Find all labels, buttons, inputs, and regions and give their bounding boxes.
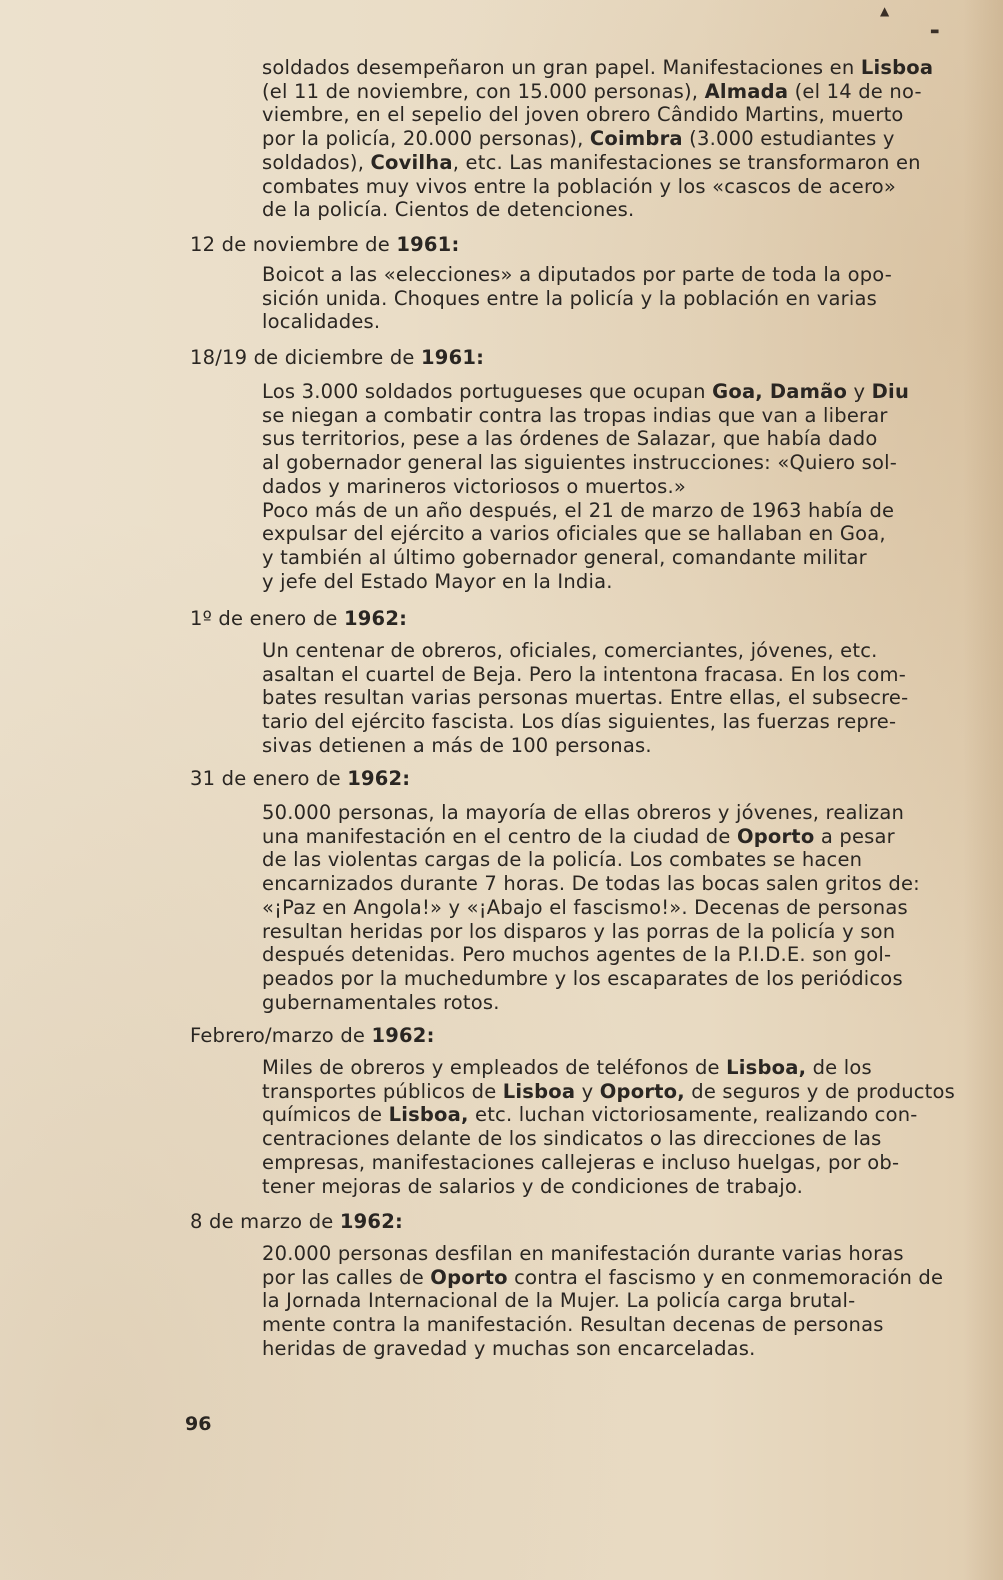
ink-speck: ▲	[880, 4, 890, 18]
text-line: por la policía, 20.000 personas), Coimbra (3.000 estudiantes y	[262, 127, 895, 151]
text-line: Miles de obreros y empleados de teléfonos de Lisboa, de los	[262, 1056, 872, 1079]
text-line: la Jornada Internacional de la Mujer. La policía carga brutal-	[262, 1289, 856, 1313]
paragraph-1961-nov	[262, 263, 974, 334]
text-line: después detenidas. Pero muchos agentes de la P.I.D.E. son gol-	[262, 943, 892, 967]
text-line: resultan heridas por los disparos y las porras de la policía y son	[262, 919, 896, 943]
text-line: «¡Paz en Angola!» y «¡Abajo el fascismo!». Decenas de personas	[262, 895, 908, 919]
date-heading-1961-nov: 12 de noviembre de 1961:	[190, 233, 460, 256]
text-line: tener mejoras de salarios y de condiciones de trabajo.	[262, 1174, 804, 1198]
paragraph-1962-jan-31	[262, 801, 974, 1014]
date-heading-1962-jan-31: 31 de enero de 1962:	[190, 767, 411, 790]
text-line: sición unida. Choques entre la policía y la población en varias	[262, 286, 878, 310]
text-line: una manifestación en el centro de la ciudad de Oporto a pesar	[262, 824, 895, 848]
paragraph-1962-feb-mar	[262, 1056, 974, 1198]
text-line: combates muy vivos entre la población y los «cascos de acero»	[262, 174, 896, 198]
text-line: se niegan a combatir contra las tropas indias que van a liberar	[262, 403, 888, 427]
text-line: soldados), Covilha, etc. Las manifestaciones se transformaron en	[262, 150, 921, 174]
paragraph-1961-dec	[262, 380, 974, 593]
paragraph-1962-jan-1	[262, 639, 974, 758]
text-line: transportes públicos de Lisboa y Oporto, de seguros y de productos	[262, 1079, 956, 1103]
text-line: Boicot a las «elecciones» a diputados por parte de toda la opo-	[262, 263, 893, 286]
page-number: 96	[185, 1413, 212, 1435]
text-line: sus territorios, pese a las órdenes de Salazar, que había dado	[262, 427, 878, 451]
paragraph-intro	[262, 56, 974, 222]
text-line: empresas, manifestaciones callejeras e incluso huelgas, por ob-	[262, 1150, 900, 1174]
text-line: bates resultan varias personas muertas. Entre ellas, el subsecre-	[262, 686, 909, 710]
text-line: expulsar del ejército a varios oficiales que se hallaban en Goa,	[262, 522, 886, 546]
text-line: al gobernador general las siguientes instrucciones: «Quiero sol-	[262, 451, 898, 475]
text-line: peados por la muchedumbre y los escaparates de los periódicos	[262, 966, 903, 990]
text-line: dados y marineros victoriosos o muertos.»	[262, 474, 686, 498]
text-line: Un centenar de obreros, oficiales, comerciantes, jóvenes, etc.	[262, 639, 878, 662]
text-line: asaltan el cuartel de Beja. Pero la intentona fracasa. En los com-	[262, 662, 906, 686]
text-line: de la policía. Cientos de detenciones.	[262, 198, 635, 222]
paragraph-1962-mar-8	[262, 1242, 974, 1361]
text-line: y también al último gobernador general, comandante militar	[262, 545, 867, 569]
text-line: de las violentas cargas de la policía. Los combates se hacen	[262, 848, 863, 872]
text-line: Poco más de un año después, el 21 de marzo de 1963 había de	[262, 498, 895, 522]
text-line: encarnizados durante 7 horas. De todas las bocas salen gritos de:	[262, 872, 920, 896]
text-line: 20.000 personas desfilan en manifestación durante varias horas	[262, 1242, 904, 1265]
text-line: Los 3.000 soldados portugueses que ocupan Goa, Damão y Diu	[262, 380, 910, 403]
date-heading-1961-dec: 18/19 de diciembre de 1961:	[190, 346, 485, 369]
date-heading-1962-mar-8: 8 de marzo de 1962:	[190, 1210, 403, 1233]
text-line: por las calles de Oporto contra el fascismo y en conmemoración de	[262, 1265, 944, 1289]
date-heading-1962-jan-1: 1º de enero de 1962:	[190, 607, 408, 630]
text-line: viembre, en el sepelio del joven obrero Cândido Martins, muerto	[262, 103, 904, 127]
text-line: (el 11 de noviembre, con 15.000 personas), Almada (el 14 de no-	[262, 79, 922, 103]
text-line: y jefe del Estado Mayor en la India.	[262, 569, 613, 593]
text-line: centraciones delante de los sindicatos o las direcciones de las	[262, 1127, 882, 1151]
text-line: 50.000 personas, la mayoría de ellas obreros y jóvenes, realizan	[262, 801, 905, 824]
text-line: localidades.	[262, 310, 381, 334]
date-heading-1962-feb-mar: Febrero/marzo de 1962:	[190, 1024, 435, 1047]
text-line: sivas detienen a más de 100 personas.	[262, 733, 652, 757]
ink-speck: ▬	[930, 26, 940, 37]
text-line: mente contra la manifestación. Resultan decenas de personas	[262, 1313, 884, 1337]
text-line: soldados desempeñaron un gran papel. Manifestaciones en Lisboa	[262, 56, 934, 79]
text-line: gubernamentales rotos.	[262, 990, 500, 1014]
text-line: químicos de Lisboa, etc. luchan victoriosamente, realizando con-	[262, 1103, 918, 1127]
text-line: tario del ejército fascista. Los días siguientes, las fuerzas repre-	[262, 710, 897, 734]
text-line: heridas de gravedad y muchas son encarceladas.	[262, 1336, 756, 1360]
